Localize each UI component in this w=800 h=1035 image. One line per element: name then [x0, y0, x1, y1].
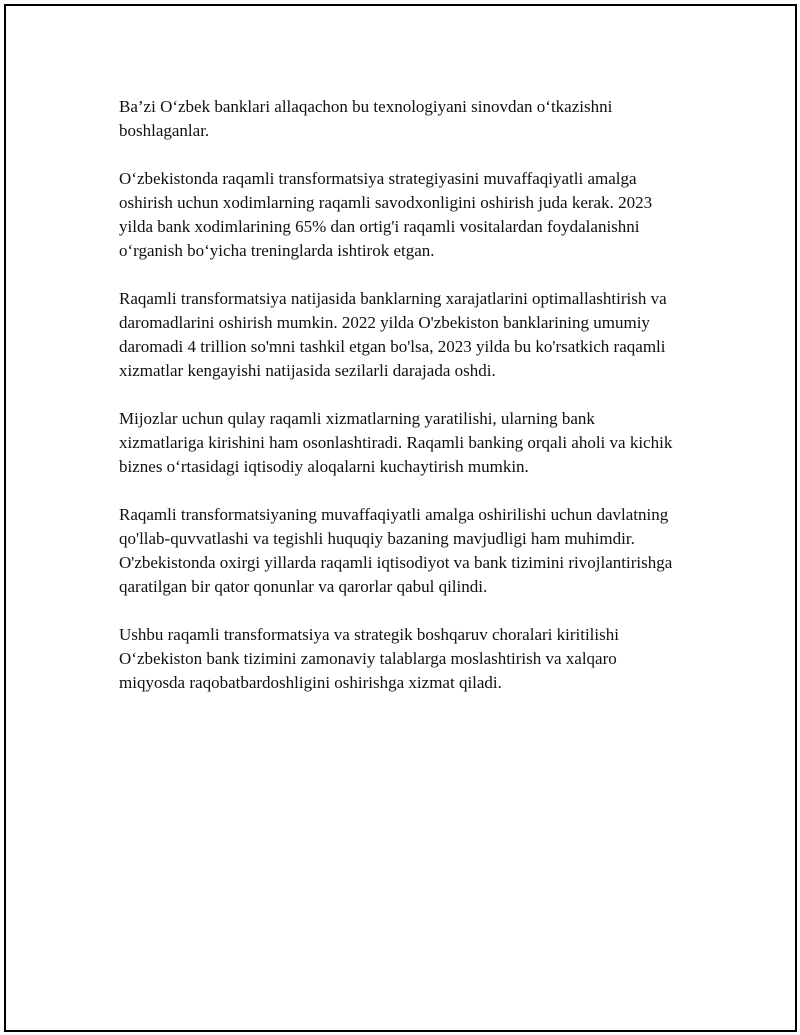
- paragraph-3: Raqamli transformatsiya natijasida banklarning xarajatlarini optimallashtirish va daromadlarini oshirish mumkin. 2022 yilda O'zbekiston banklarining umumiy daromadi 4 trillion so'mni tashkil etgan bo'lsa, 2023 yilda bu ko'rsatkich raqamli xizmatlar kengayishi natijasida sezilarli darajada oshdi.: [119, 289, 667, 380]
- document-body: [119, 95, 679, 719]
- paragraph-2: O‘zbekistonda raqamli transformatsiya strategiyasini muvaffaqiyatli amalga oshirish uchun xodimlarning raqamli savodxonligini oshirish juda kerak. 2023 yilda bank xodimlarining 65% dan ortig'i raqamli vositalardan foydalanishni o‘rganish bo‘yicha treninglarda ishtirok etgan.: [119, 169, 653, 260]
- paragraph-6: Ushbu raqamli transformatsiya va strategik boshqaruv choralari kiritilishi O‘zbekiston bank tizimini zamonaviy talablarga moslashtirish va xalqaro miqyosda raqobatbardoshligini oshirishga xizmat qiladi.: [119, 625, 619, 692]
- paragraph-1: Ba’zi O‘zbek banklari allaqachon bu texnologiyani sinovdan o‘tkazishni boshlaganlar.: [119, 97, 613, 140]
- paragraph-5: Raqamli transformatsiyaning muvaffaqiyatli amalga oshirilishi uchun davlatning qo'llab-quvvatlashi va tegishli huquqiy bazaning mavjudligi ham muhimdir. O'zbekistonda oxirgi yillarda raqamli iqtisodiyot va bank tizimini rivojlantirishga qaratilgan bir qator qonunlar va qarorlar qabul qilindi.: [119, 505, 673, 596]
- paragraph-4: Mijozlar uchun qulay raqamli xizmatlarning yaratilishi, ularning bank xizmatlariga kirishini ham osonlashtiradi. Raqamli banking orqali aholi va kichik biznes o‘rtasidagi iqtisodiy aloqalarni kuchaytirish mumkin.: [119, 409, 673, 476]
- document-page: [4, 4, 797, 1032]
